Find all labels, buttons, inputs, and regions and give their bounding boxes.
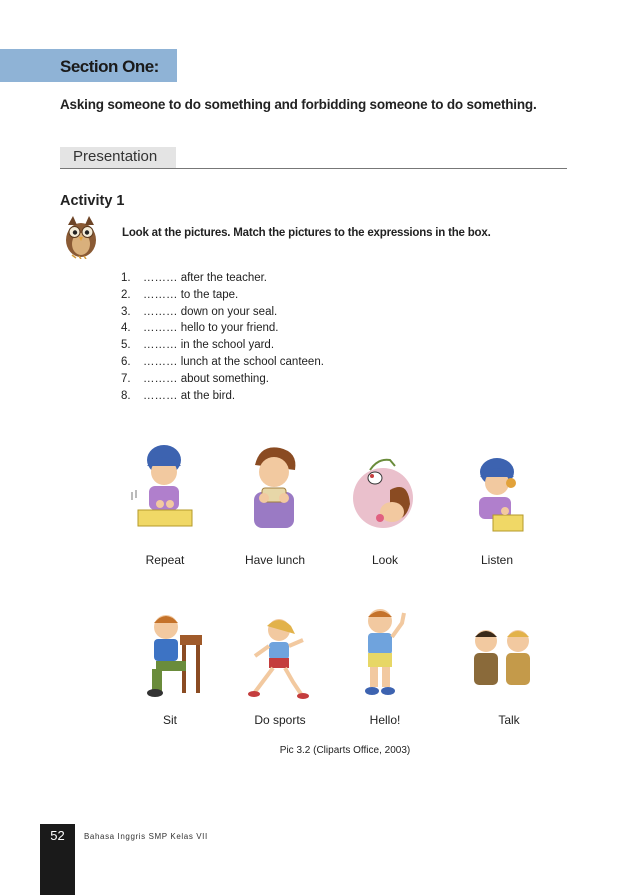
picture-label-look: Look xyxy=(371,553,399,567)
boy-waving-icon xyxy=(350,605,420,700)
list-item: 7. ……… about something. xyxy=(121,372,269,385)
activity-title: Activity 1 xyxy=(60,193,125,209)
presentation-divider xyxy=(60,168,567,169)
page-number: 52 xyxy=(50,828,65,843)
picture-label-listen: Listen xyxy=(480,553,514,567)
owl-icon xyxy=(62,213,100,259)
picture-label-sit: Sit xyxy=(162,713,177,727)
boy-looking-at-bird-icon xyxy=(350,450,420,545)
list-item: 8. ……… at the bird. xyxy=(121,389,236,402)
boy-repeating-icon xyxy=(130,440,200,535)
list-item: 4. ……… hello to your friend. xyxy=(121,322,279,335)
list-item: 1. ……… after the teacher. xyxy=(121,272,268,284)
boy-listening-icon xyxy=(465,455,535,550)
picture-label-have-lunch: Have lunch xyxy=(244,553,306,567)
list-item: 3. ……… down on your seal. xyxy=(121,305,278,318)
section-subtitle: Asking someone to do something and forbidding someone to do something. xyxy=(60,97,537,112)
boys-talking-icon xyxy=(468,615,538,710)
picture-caption: Pic 3.2 (Cliparts Office, 2003) xyxy=(279,745,411,756)
expression-list xyxy=(121,270,324,404)
list-item: 6. ……… lunch at the school canteen. xyxy=(121,355,324,368)
section-title: Section One: xyxy=(60,57,159,76)
list-item: 2. ……… to the tape. xyxy=(121,288,239,301)
footer-book-title: Bahasa Inggris SMP Kelas VII xyxy=(84,832,208,841)
list-item: 5. ……… in the school yard. xyxy=(121,339,275,352)
picture-label-do-sports: Do sports xyxy=(254,713,306,727)
boy-eating-icon xyxy=(240,440,310,535)
presentation-label: Presentation xyxy=(73,148,158,165)
activity-instruction: Look at the pictures. Match the pictures to the expressions in the box. xyxy=(122,227,491,239)
picture-label-repeat: Repeat xyxy=(145,553,185,567)
girl-running-icon xyxy=(245,610,315,705)
picture-label-hello: Hello! xyxy=(369,713,401,727)
picture-label-talk: Talk xyxy=(498,713,520,727)
boy-sitting-icon xyxy=(140,605,210,700)
